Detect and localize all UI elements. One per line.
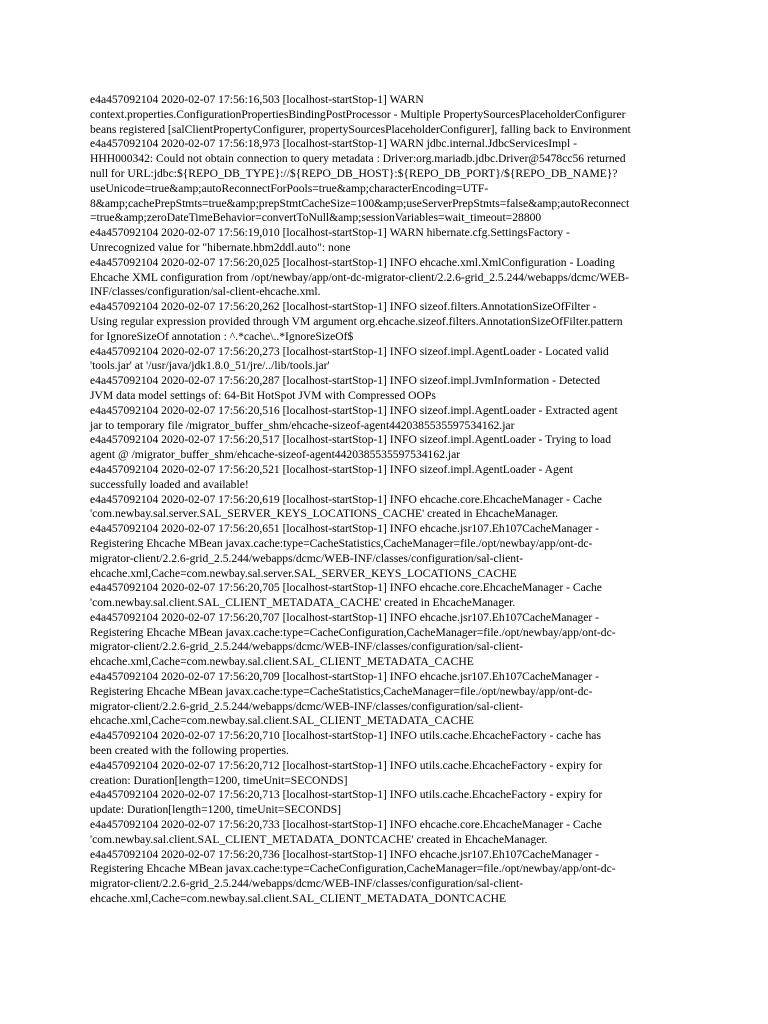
log-document bbox=[90, 93, 680, 907]
log-entry: e4a457092104 2020-02-07 17:56:20,709 [localhost-startStop-1] INFO ehcache.jsr107.Eh107CacheManager - Registering Ehcache MBean javax.cache:type=CacheStatistics,CacheManager=file./opt/newbay/app/ont-dc- migrator-client/2.2.6-grid_2.5.244/webapps/dcmc/WEB-INF/classes/configuration/sal-client- ehcache.xml,Cache=com.newbay.sal.client.SAL_CLIENT_METADATA_CACHE bbox=[90, 670, 600, 728]
log-entry: e4a457092104 2020-02-07 17:56:20,712 [localhost-startStop-1] INFO utils.cache.EhcacheFactory - expiry for creation: Duration[length=1200, timeUnit=SECONDS] bbox=[90, 758, 603, 787]
log-entry: e4a457092104 2020-02-07 17:56:20,521 [localhost-startStop-1] INFO sizeof.impl.AgentLoader - Agent successfully loaded and available! bbox=[90, 462, 573, 491]
log-entry: e4a457092104 2020-02-07 17:56:20,273 [localhost-startStop-1] INFO sizeof.impl.AgentLoader - Located valid 'tools.jar' at '/usr/java/jdk1.8.0_51/jre/../lib/tools.jar' bbox=[90, 344, 609, 373]
log-entry: e4a457092104 2020-02-07 17:56:20,705 [localhost-startStop-1] INFO ehcache.core.EhcacheManager - Cache 'com.newbay.sal.client.SAL_CLIENT_METADATA_CACHE' created in EhcacheManager. bbox=[90, 581, 602, 610]
log-entry: e4a457092104 2020-02-07 17:56:20,619 [localhost-startStop-1] INFO ehcache.core.EhcacheManager - Cache 'com.newbay.sal.server.SAL_SERVER_KEYS_LOCATIONS_CACHE' created in EhcacheManager. bbox=[90, 492, 602, 521]
log-entry: e4a457092104 2020-02-07 17:56:20,710 [localhost-startStop-1] INFO utils.cache.EhcacheFactory - cache has been created with the following properties. bbox=[90, 729, 601, 758]
log-entry: e4a457092104 2020-02-07 17:56:20,713 [localhost-startStop-1] INFO utils.cache.EhcacheFactory - expiry for update: Duration[length=1200, timeUnit=SECONDS] bbox=[90, 788, 603, 817]
log-entry: e4a457092104 2020-02-07 17:56:20,651 [localhost-startStop-1] INFO ehcache.jsr107.Eh107CacheManager - Registering Ehcache MBean javax.cache:type=CacheStatistics,CacheManager=file./opt/newbay/app/ont-dc- migrator-client/2.2.6-grid_2.5.244/webapps/dcmc/WEB-INF/classes/configuration/sal-client- ehcache.xml,Cache=com.newbay.sal.server.SAL_SERVER_KEYS_LOCATIONS_CACHE bbox=[90, 522, 600, 580]
log-entry: e4a457092104 2020-02-07 17:56:20,736 [localhost-startStop-1] INFO ehcache.jsr107.Eh107CacheManager - Registering Ehcache MBean javax.cache:type=CacheConfiguration,CacheManager=file./opt/newbay/app/ont-dc- migrator-client/2.2.6-grid_2.5.244/webapps/dcmc/WEB-INF/classes/configuration/sal-client- ehcache.xml,Cache=com.newbay.sal.client.SAL_CLIENT_METADATA_DONTCACHE bbox=[90, 847, 616, 906]
log-entry: e4a457092104 2020-02-07 17:56:19,010 [localhost-startStop-1] WARN hibernate.cfg.SettingsFactory - Unrecognized value for "hibernate.hbm2ddl.auto": none bbox=[90, 226, 570, 254]
log-entry: e4a457092104 2020-02-07 17:56:18,973 [localhost-startStop-1] WARN jdbc.internal.JdbcServicesImpl - HHH000342: Could not obtain connection to query metadata : Driver:org.mariadb.jdbc.Driver@5478cc56 returned null for URL:jdbc:${REPO_DB_TYPE}://${REPO_DB_HOST}:${REPO_DB_PORT}/${REPO_DB_NAME}? useUnicode=true&amp;autoReconnectForPools=true&amp;characterEncoding=UTF- 8&amp;cachePrepStmts=true&amp;prepStmtCacheSize=100&amp;useServerPrepStmts=false&amp;autoReconnect =true&amp;zeroDateTimeBehavior=convertToNull&amp;sessionVariables=wait_timeout=28800 bbox=[90, 137, 630, 225]
log-entry: e4a457092104 2020-02-07 17:56:20,262 [localhost-startStop-1] INFO sizeof.filters.AnnotationSizeOfFilter - Using regular expression provided through VM argument org.ehcache.sizeof.filters.AnnotationSizeOfFilter.pattern for IgnoreSizeOf annotation : ^.*cache\..*IgnoreSizeOf$ bbox=[90, 300, 623, 343]
log-entry: e4a457092104 2020-02-07 17:56:20,287 [localhost-startStop-1] INFO sizeof.impl.JvmInformation - Detected JVM data model settings of: 64-Bit HotSpot JVM with Compressed OOPs bbox=[90, 374, 601, 402]
log-entry: e4a457092104 2020-02-07 17:56:20,733 [localhost-startStop-1] INFO ehcache.core.EhcacheManager - Cache 'com.newbay.sal.client.SAL_CLIENT_METADATA_DONTCACHE' created in EhcacheManager. bbox=[90, 818, 602, 846]
log-entry: e4a457092104 2020-02-07 17:56:20,025 [localhost-startStop-1] INFO ehcache.xml.XmlConfiguration - Loading Ehcache XML configuration from /opt/newbay/app/ont-dc-migrator-client/2.2.6-grid_2.5.244/webapps/dcmc/WEB- INF/classes/configuration/sal-client-ehcache.xml. bbox=[90, 255, 629, 299]
log-entry: e4a457092104 2020-02-07 17:56:20,517 [localhost-startStop-1] INFO sizeof.impl.AgentLoader - Trying to load agent @ /migrator_buffer_shm/ehcache-sizeof-agent4420385535597534162.jar bbox=[90, 433, 612, 462]
log-entry: e4a457092104 2020-02-07 17:56:20,707 [localhost-startStop-1] INFO ehcache.jsr107.Eh107CacheManager - Registering Ehcache MBean javax.cache:type=CacheConfiguration,CacheManager=file./opt/newbay/app/ont-dc- migrator-client/2.2.6-grid_2.5.244/webapps/dcmc/WEB-INF/classes/configuration/sal-client- ehcache.xml,Cache=com.newbay.sal.client.SAL_CLIENT_METADATA_CACHE bbox=[90, 610, 616, 669]
log-entry: e4a457092104 2020-02-07 17:56:20,516 [localhost-startStop-1] INFO sizeof.impl.AgentLoader - Extracted agent jar to temporary file /migrator_buffer_shm/ehcache-sizeof-agent4420385535597534162.jar bbox=[90, 403, 618, 432]
log-entry: e4a457092104 2020-02-07 17:56:16,503 [localhost-startStop-1] WARN context.properties.ConfigurationPropertiesBindingPostProcessor - Multiple PropertySourcesPlaceholderConfigurer beans registered [salClientPropertyConfigurer, propertySourcesPlaceholderConfigurer], falling back to Environment bbox=[90, 93, 631, 136]
